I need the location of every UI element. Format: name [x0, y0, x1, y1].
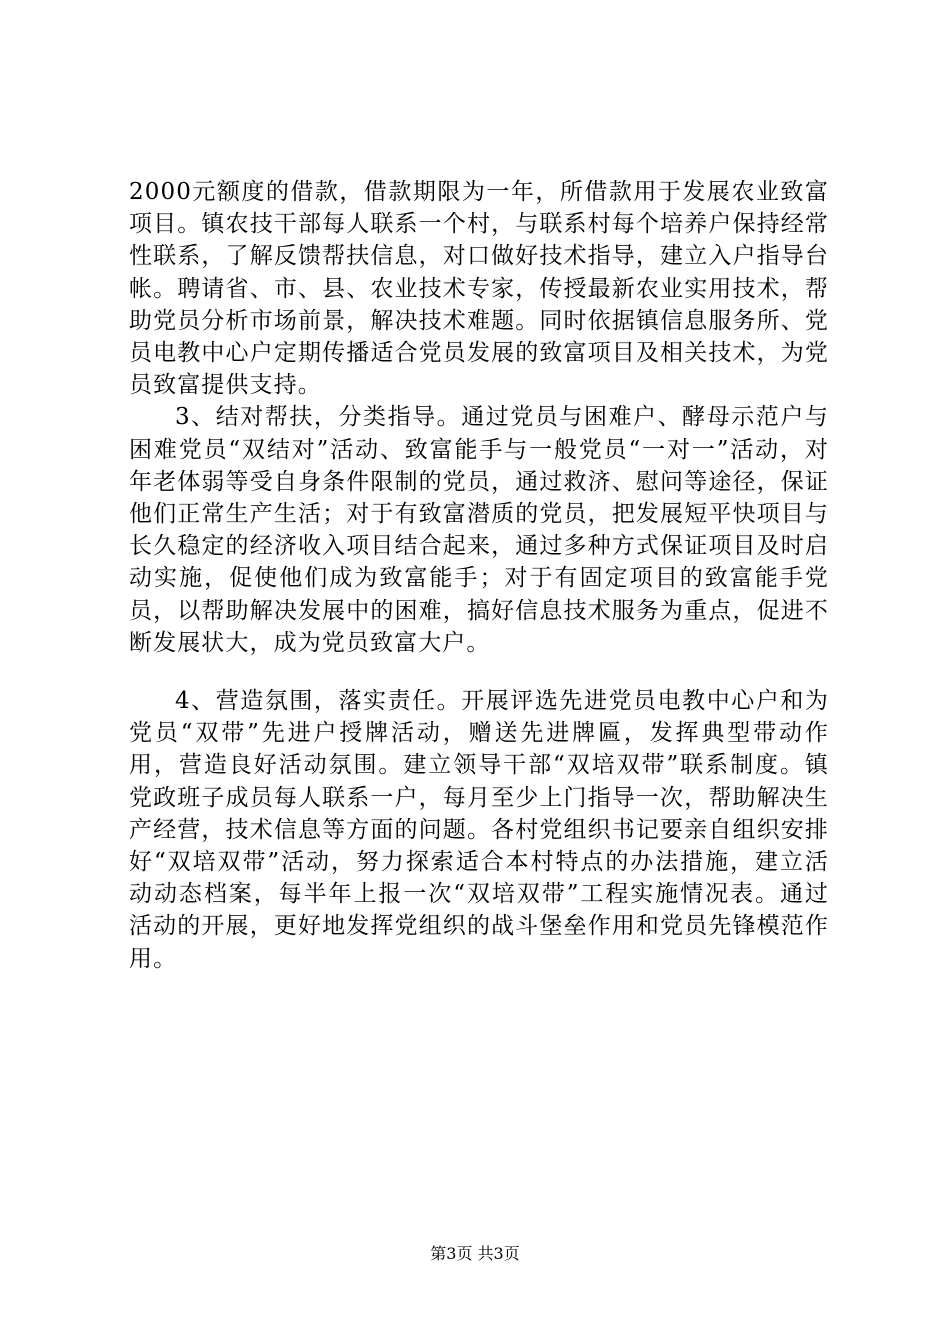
paragraph-pairing-assistance: 3、结对帮扶，分类指导。通过党员与困难户、酵母示范户与困难党员“双结对”活动、致富能手与一般党员“一对一”活动，对年老体弱等受自身条件限制的党员，通过救济、慰问等途径，保证他们正常生产生活；对于有致富潜质的党员，把发展短平快项目与长久稳定的经济收入项目结合起来，通过多种方式保证项目及时启动实施，促使他们成为致富能手；对于有固定项目的致富能手党员，以帮助解决发展中的困难，搞好信息技术服务为重点，促进不断发展状大，成为党员致富大户。 [129, 404, 829, 656]
page-footer: 第3页 共3页 [430, 1244, 520, 1263]
document-body [129, 176, 829, 975]
paragraph-loan-support: 2000元额度的借款，借款期限为一年，所借款用于发展农业致富项目。镇农技干部每人联系一个村，与联系村每个培养户保持经常性联系，了解反馈帮扶信息，对口做好技术指导，建立入户指导台帐。聘请省、市、县、农业技术专家，传授最新农业实用技术，帮助党员分析市场前景，解决技术难题。同时依据镇信息服务所、党员电教中心户定期传播适合党员发展的致富项目及相关技术，为党员致富提供支持。 [129, 179, 829, 399]
paragraph-responsibility: 4、营造氛围，落实责任。开展评选先进党员电教中心户和为党员“双带”先进户授牌活动，赠送先进牌匾，发挥典型带动作用，营造良好活动氛围。建立领导干部“双培双带”联系制度。镇党政班子成员每人联系一户，每月至少上门指导一次，帮助解决生产经营，技术信息等方面的问题。各村党组织书记要亲自组织安排好“双培双带”活动，努力探索适合本村特点的办法措施，建立活动动态档案，每半年上报一次“双培双带”工程实施情况表。通过活动的开展，更好地发挥党组织的战斗堡垒作用和党员先锋模范作用。 [129, 688, 829, 972]
